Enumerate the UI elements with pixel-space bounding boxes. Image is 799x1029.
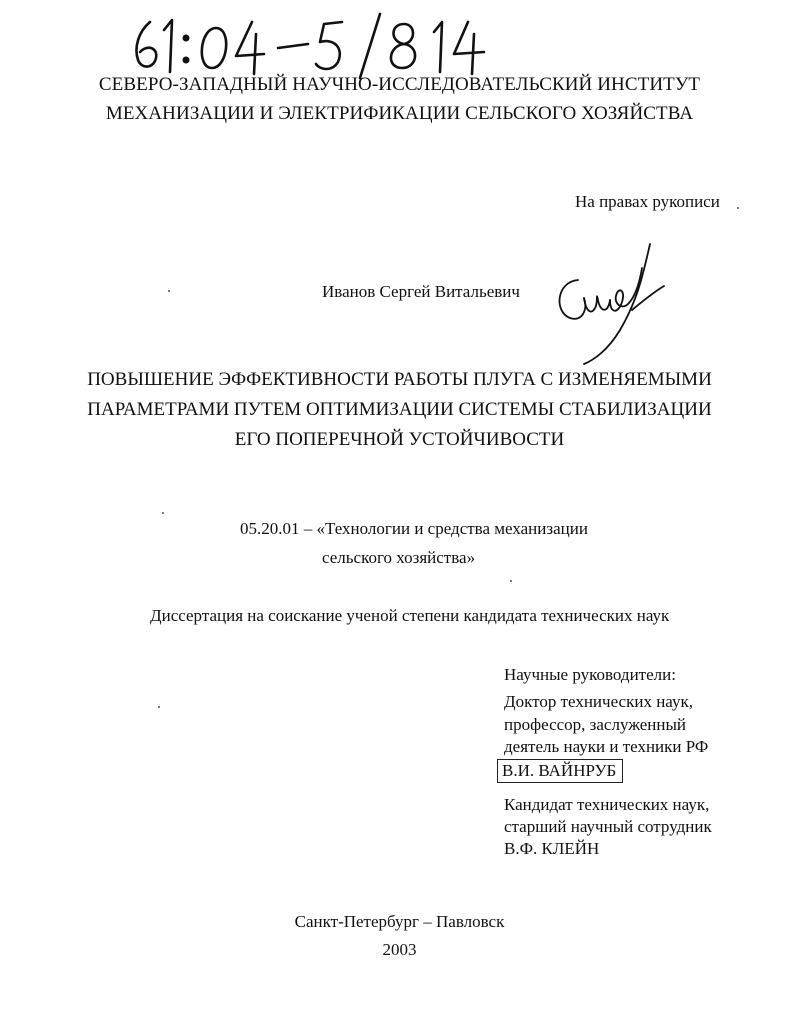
scan-speck bbox=[168, 290, 170, 292]
dissertation-title-line-1: ПОВЫШЕНИЕ ЭФФЕКТИВНОСТИ РАБОТЫ ПЛУГА С ИЗМЕНЯЕМЫМИ bbox=[87, 369, 712, 390]
supervisor-1-name-box: В.И. ВАЙНРУБ bbox=[497, 759, 623, 783]
scan-speck bbox=[162, 512, 164, 514]
degree-statement: Диссертация на соискание ученой степени кандидата технических наук bbox=[150, 606, 670, 625]
handwritten-archive-code bbox=[128, 8, 508, 80]
publication-year: 2003 bbox=[382, 940, 417, 959]
dissertation-title-line-3: ЕГО ПОПЕРЕЧНОЙ УСТОЙЧИВОСТИ bbox=[234, 429, 565, 450]
author-name: Иванов Сергей Витальевич bbox=[322, 282, 520, 301]
scan-speck bbox=[158, 706, 160, 708]
supervisors-label: Научные руководители: bbox=[504, 665, 676, 684]
scan-speck bbox=[737, 207, 739, 209]
supervisor-1-degree: Доктор технических наук, bbox=[504, 692, 693, 711]
place-of-publication: Санкт-Петербург – Павловск bbox=[294, 912, 505, 931]
supervisor-2-degree: Кандидат технических наук, bbox=[504, 795, 710, 814]
supervisor-1-title: профессор, заслуженный bbox=[504, 715, 687, 734]
manuscript-rights-note: На правах рукописи bbox=[575, 192, 720, 211]
author-signature bbox=[548, 240, 668, 365]
specialty-line-2: сельского хозяйства» bbox=[322, 548, 476, 567]
dissertation-title-line-2: ПАРАМЕТРАМИ ПУТЕМ ОПТИМИЗАЦИИ СИСТЕМЫ СТАБИЛИЗАЦИИ bbox=[87, 399, 712, 420]
institute-name-line-2: МЕХАНИЗАЦИИ И ЭЛЕКТРИФИКАЦИИ СЕЛЬСКОГО ХОЗЯЙСТВА bbox=[105, 103, 694, 124]
supervisor-2-title: старший научный сотрудник bbox=[504, 817, 712, 836]
supervisor-1-honor: деятель науки и техники РФ bbox=[504, 737, 709, 756]
scan-speck bbox=[510, 580, 512, 582]
specialty-line-1: 05.20.01 – «Технологии и средства механизации bbox=[240, 519, 588, 538]
institute-name-line-1: СЕВЕРО-ЗАПАДНЫЙ НАУЧНО-ИССЛЕДОВАТЕЛЬСКИЙ ИНСТИТУТ bbox=[98, 74, 701, 95]
supervisor-2-name: В.Ф. КЛЕЙН bbox=[504, 839, 600, 858]
